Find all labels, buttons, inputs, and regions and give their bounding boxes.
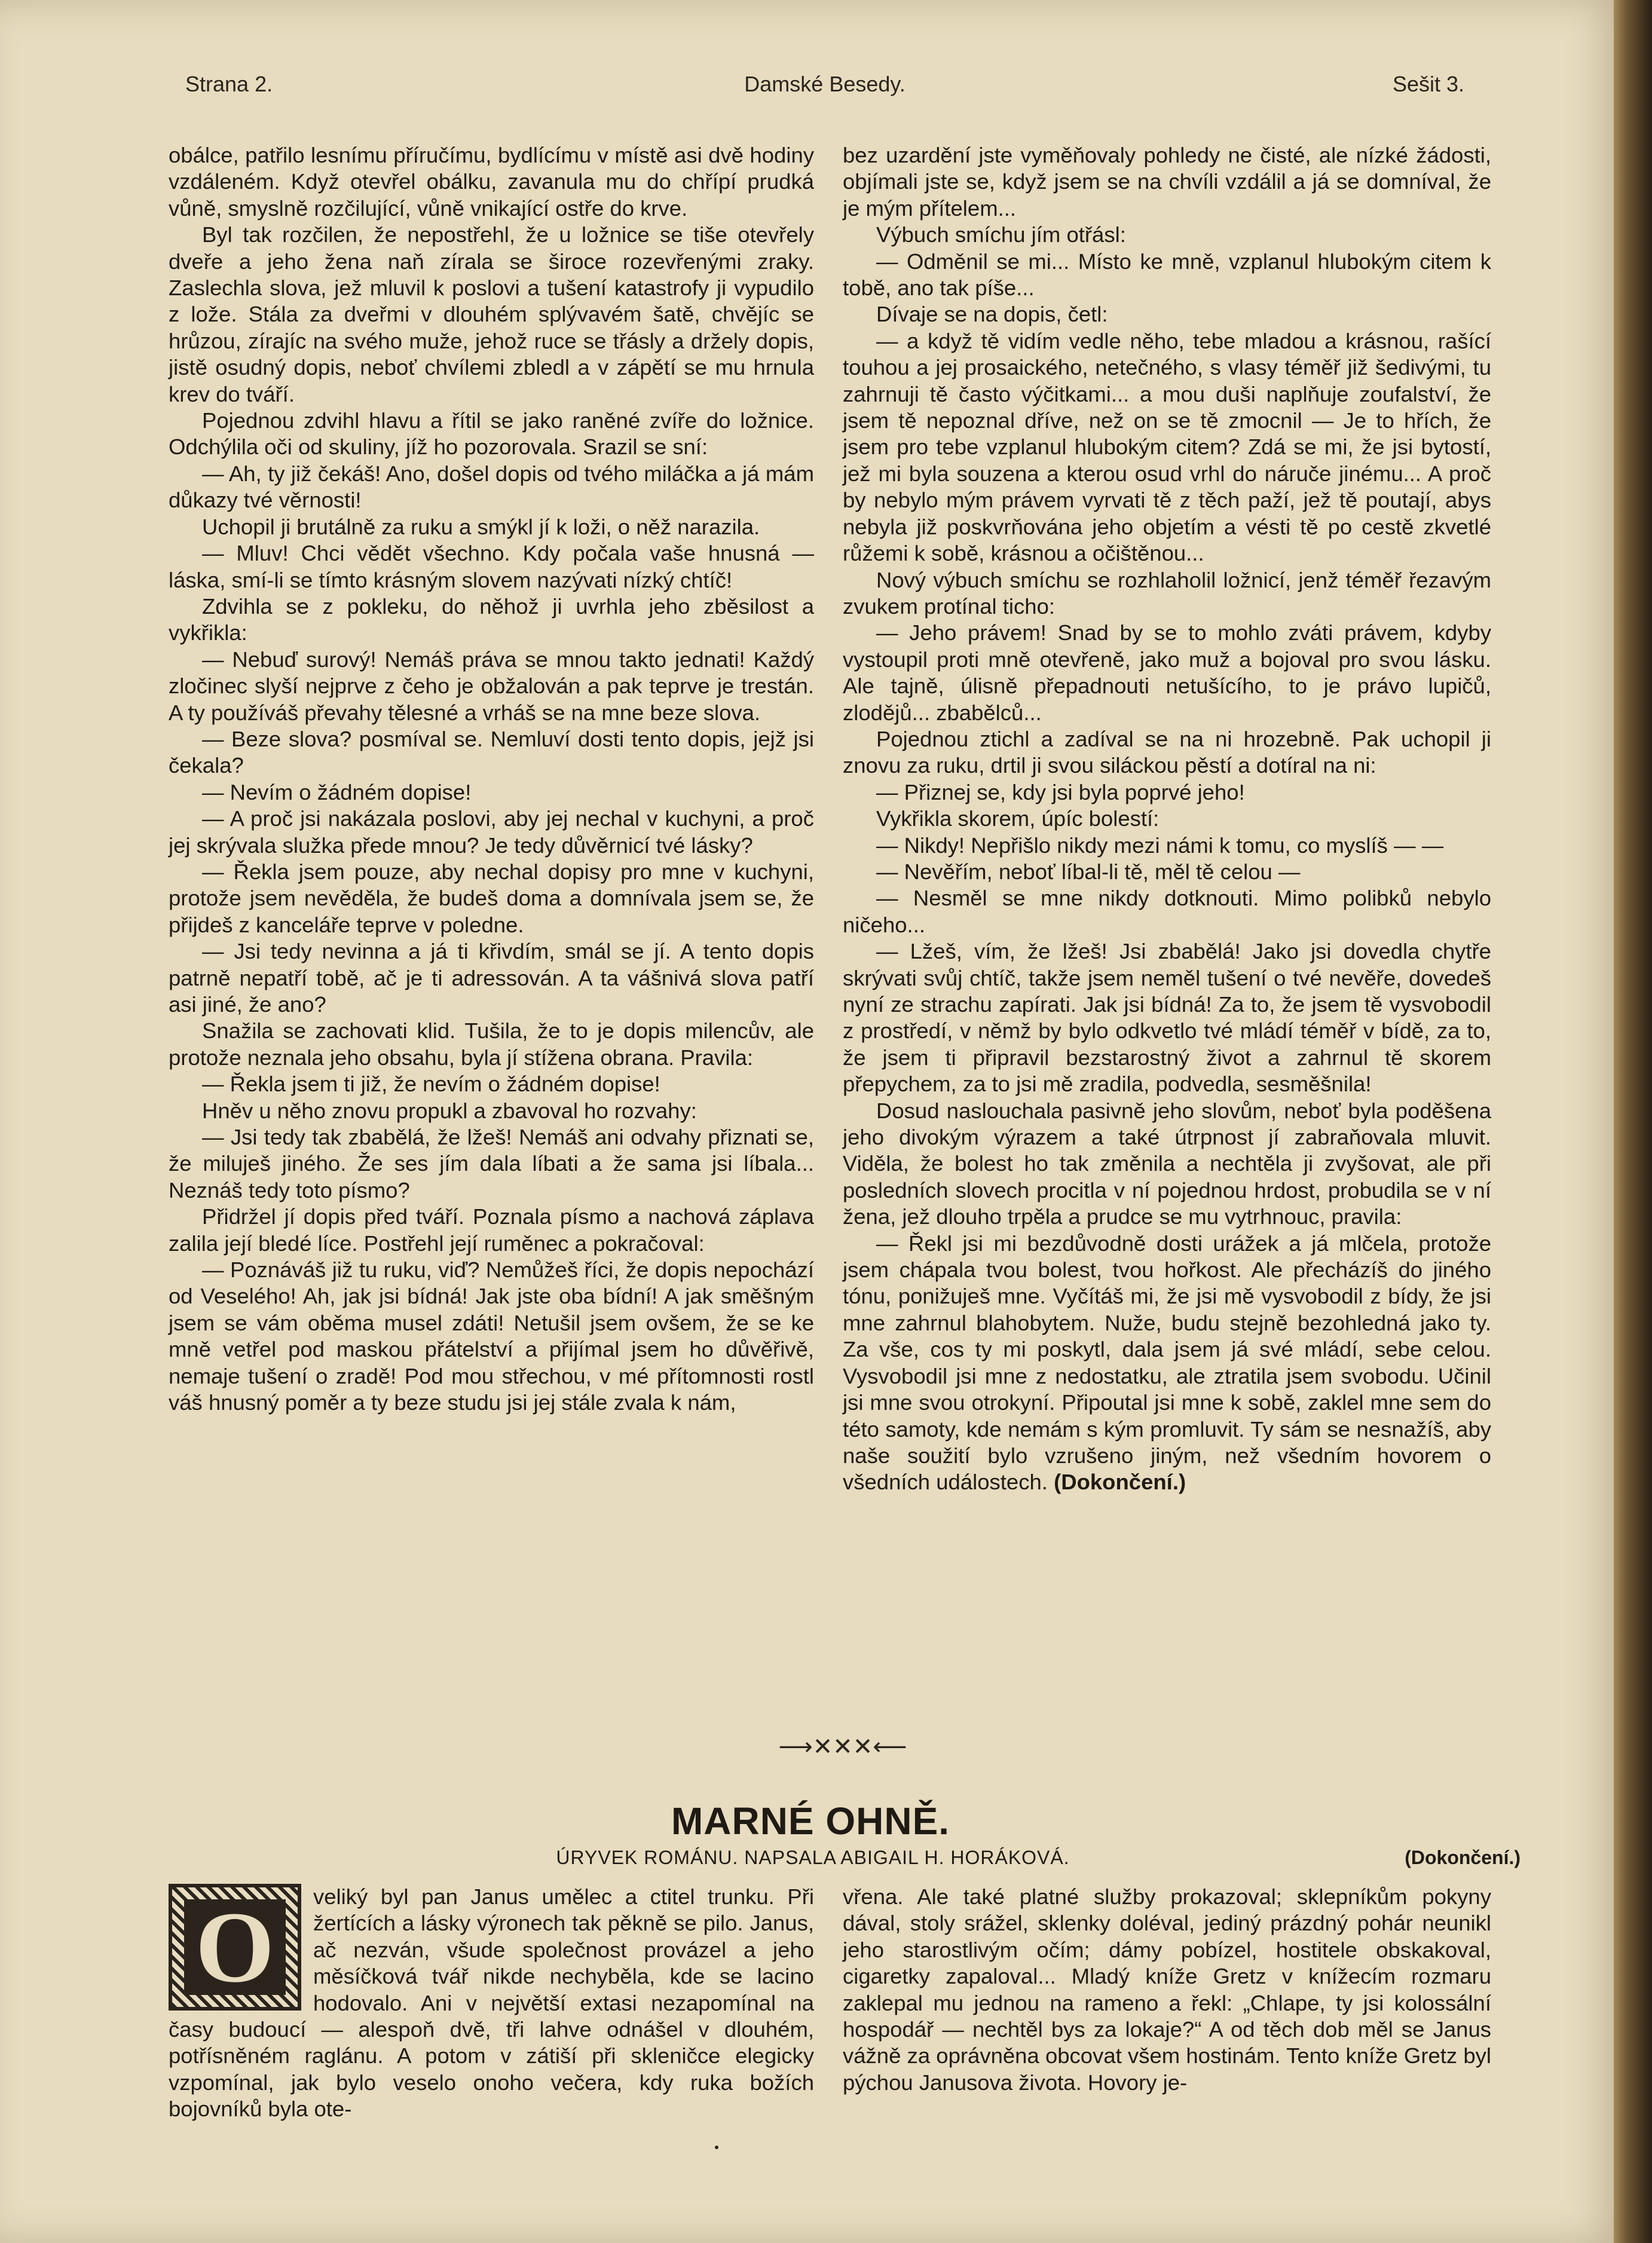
paragraph: Přidržel jí dopis před tváří. Poznala písmo a nachová záplava zalila její bledé líce. Postřehl její ruměnec a pokračoval: [169, 1204, 814, 1256]
paragraph: — Poznáváš již tu ruku, viď? Nemůžeš říci, že dopis nepochází od Veselého! Ah, jak jsi bídná! Jak jste oba bídní! A jak směšným jsem se vám oběma musel zdáti! Netušil jsem ovšem, že se ke mně vetřel pod maskou přátelství a přijímal jsem ho důvěřivě, nemaje tušení o zradě! Pod mou střechou, v mé přítomnosti rostl váš hnusný poměr a ty beze studu jsi jej stále zvala k nám, [169, 1257, 814, 1415]
story-byline: ÚRYVEK ROMÁNU. NAPSALA ABIGAIL H. HORÁKOVÁ. [556, 1847, 1070, 1868]
header-issue-number: Sešit 3. [1392, 72, 1464, 96]
header-page-number: Strana 2. [185, 72, 273, 96]
story-column-left [169, 142, 814, 1709]
paragraph: — Řekla jsem pouze, aby nechal dopisy pro mne v kuchyni, protože jsem nevěděla, že budeš doma a domnívala jsem se, že přijdeš z kanceláře teprve v poledne. [169, 859, 814, 937]
paragraph: — A proč jsi nakázala poslovi, aby jej nechal v kuchyni, a proč jej skrývala služka přede mnou? Je tedy důvěrnicí tvé lásky? [169, 806, 814, 858]
paragraph: — a když tě vidím vedle něho, tebe mladou a krásnou, rašící touhou a jej prosaického, netečného, s vlasy téměř již šedivými, tu zahrnuji tě často výčitkami... a mou duši naplňuje zoufalství, že jsem tě nepoznal dříve, než on se tě zmocnil — Je to hřích, že jsem pro tebe vzplanul hlubokým citem? Zdá se mi, že jsi bytostí, jež mi byla souzena a kterou osud vrhl do náruče jinému... A proč by nebylo mým právem vyrvati tě z těch paží, jež tě poutají, abys nebyla již poskvrňována jeho objetím a vésti tě po cestě zkvetlé růžemi k sobě, krásnou a očištěnou... [843, 328, 1491, 566]
running-header [185, 72, 1464, 114]
paragraph: — Jsi tedy nevinna a já ti křivdím, smál se jí. A tento dopis patrně nepatří tobě, ač je ti adressován. A ta vášnivá slova patří asi jiné, že ano? [169, 939, 814, 1017]
ink-speck [715, 2146, 718, 2149]
paragraph: Dívaje se na dopis, četl: [876, 302, 1108, 327]
paragraph [843, 1231, 1491, 1496]
paragraph: Pojednou ztichl a zadíval se na ni hrozebně. Pak uchopil ji znovu za ruku, drtil ji svou siláckou pěstí a dotíral na ni: [843, 726, 1491, 778]
paragraph: Pojednou zdvihl hlavu a řítil se jako raněné zvíře do ložnice. Odchýlila oči od skuliny, jíž ho pozorovala. Srazil se sní: [169, 408, 814, 460]
paragraph: — Beze slova? posmíval se. Nemluví dosti tento dopis, jejž jsi čekala? [169, 726, 814, 778]
paragraph: — Nevím o žádném dopise! [202, 779, 472, 804]
paragraph: — Řekla jsem ti již, že nevím o žádném dopise! [202, 1072, 660, 1097]
paragraph: Dosud naslouchala pasivně jeho slovům, neboť byla poděšena jeho divokým výrazem a také útrpnost jí zabraňovala mluvit. Viděla, že bolest ho tak změnila a nechtěla ji zvyšovat, ale při posledních slovech procitla v ní pojednou hrdost, probudila se v ní žena, jež dlouho trpěla a prudce se mu vytrhnouc, pravila: [843, 1098, 1491, 1229]
story-title: MARNÉ OHNĚ. [671, 1800, 950, 1843]
paragraph: — Nikdy! Nepřišlo nikdy mezi námi k tomu, co myslíš — — [876, 833, 1444, 858]
paragraph: — Mluv! Chci vědět všechno. Kdy počala vaše hnusná — láska, smí-li se tímto krásným slovem nazývati nízký chtíč! [169, 541, 814, 592]
story2-column-right [843, 1884, 1491, 2135]
continued-label: (Dokončení.) [1405, 1847, 1521, 1868]
paragraph: — Odměnil se mi... Místo ke mně, vzplanul hlubokým citem k tobě, ano tak píše... [843, 249, 1491, 301]
paragraph: — Jeho právem! Snad by se to mohlo zváti právem, kdyby vystoupil proti mně otevřeně, jako muž a bojoval pro svou lásku. Ale tajně, úlisně přepadnouti netušícího, to je právo lupičů, zlodějů... zbabělců... [843, 620, 1491, 725]
paragraph: obálce, patřilo lesnímu příručímu, bydlícímu v místě asi dvě hodiny vzdáleném. Když otevřel obálku, zavanula mu do chřípí prudká vůně, smyslně rozčilující, vůně vnikající ostře do krve. [169, 143, 814, 221]
paragraph: — Nevěřím, neboť líbal-li tě, měl tě celou — [876, 859, 1301, 884]
paragraph: bez uzardění jste vyměňovaly pohledy ne čisté, ale nízké žádosti, objímali jste se, když jsem se na chvíli vzdálil a já se domníval, že je mým přítelem... [843, 143, 1491, 221]
paragraph: — Ah, ty již čekáš! Ano, došel dopis od tvého miláčka a já mám důkazy tvé věrnosti! [169, 461, 814, 513]
book-spine [1614, 0, 1652, 2243]
drop-cap-ornament [169, 1884, 301, 2011]
paragraph: Výbuch smíchu jím otřásl: [876, 222, 1126, 247]
paragraph: Zdvihla se z pokleku, do něhož ji uvrhla jeho zběsilost a vykřikla: [169, 593, 814, 645]
paragraph: vřena. Ale také platné služby prokazoval; sklepníkům pokyny dával, stoly srážel, sklenky doléval, jediný prázdný pohár neunikl jeho starostlivým očím; dámy pobízel, hostitele obskakoval, cigaretky zapaloval... Mladý kníže Gretz v knížecím rozmaru zaklepal mu jednou na rameno a řekl: „Chlape, ty jsi kolossální hospodář — nechtěl bys za lokaje?“ A od těch dob měl se Janus vážně za oprávněna obcovat všem hostinám. Tento kníže Gretz byl pýchou Janusova života. Hovory je- [843, 1884, 1491, 2095]
end-mark: (Dokončení.) [1054, 1470, 1186, 1495]
paragraph: Hněv u něho znovu propukl a zbavoval ho rozvahy: [202, 1098, 697, 1123]
paragraph: — Jsi tedy tak zbabělá, že lžeš! Nemáš ani odvahy přiznati se, že miluješ jiného. Že ses jím dala líbati a že sama jsi líbala... Neznáš tedy toto písmo? [169, 1125, 814, 1202]
header-magazine-title: Damské Besedy. [744, 72, 905, 96]
drop-cap-letter: O [184, 1899, 286, 1995]
paragraph-text: — Řekl jsi mi bezdůvodně dosti urážek a já mlčela, protože jsem chápala tvou bolest, tvou hořkost. Ale přecházíš do jiného tónu, ponižuješ mne. Vyčítáš mi, že jsi mě vysvobodil z bídy, že jsi mne zahrnul blahobytem. Nuže, budu stejně bezohledná jako ty. Za vše, cos ty mi poskytl, dala jsem já své mládí, sebe celou. Vysvobodil jsi mne z nedostatku, ale ztratila jsem svobodu. Učinil jsi mne svou otrokyní. Připoutal jsi mne k sobě, zaklel mne sem do této samoty, kde nemám s kým promluvit. Ty sám se nesnažíš, aby naše soužití bylo vzrušeno jiným, než všedním hovorem o všedních událostech. [843, 1231, 1491, 1495]
story-column-right [843, 142, 1491, 1709]
paragraph: Snažila se zachovati klid. Tušila, že to je dopis milencův, ale protože neznala jeho obsahu, byla jí stížena obrana. Pravila: [169, 1018, 814, 1070]
paragraph: — Nebuď surový! Nemáš práva se mnou takto jednati! Každý zločinec slyší nejprve z čeho je obžalován a pak teprve je trestán. A ty používáš převahy tělesné a vrháš se na mne beze slova. [169, 647, 814, 725]
paragraph: Vykřikla skorem, úpíc bolestí: [876, 806, 1160, 831]
paragraph: — Přiznej se, kdy jsi byla poprvé jeho! [876, 779, 1245, 804]
paragraph: — Lžeš, vím, že lžeš! Jsi zbabělá! Jako jsi dovedla chytře skrývati svůj chtíč, takže jsem neměl tušení o tvé nevěře, dovedeš nyní ze strachu zapírati. Jak jsi bídná! Za to, že jsem tě vysvobodil z prostředí, v němž by bylo odkvetlo tvé mládí téměř v bídě, za to, že jsem ti připravil bezstarostný život a zahrnul tě skorem přepychem, za to jsi mě zradila, podvedla, sesměšnila! [843, 939, 1491, 1097]
paragraph: Byl tak rozčilen, že nepostřehl, že u ložnice se tiše otevřely dveře a jeho žena naň zírala se široce rozevřenými zraky. Zaslechla slova, jež mluvil k poslovi a tušení katastrofy ji vypudilo z lože. Stála za dveřmi v dlouhém splývavém šatě, chvějíc se hrůzou, zírajíc na svého muže, jehož ruce se třásly a držely dopis, jistě osudný dopis, neboť chvílemi zbledl a v zápětí se mu hrnula krev do tváří. [169, 222, 814, 406]
paragraph: Uchopil ji brutálně za ruku a smýkl jí k loži, o něž narazila. [202, 514, 760, 539]
section-divider-ornament: ⟶✕✕✕⟵ [778, 1733, 907, 1761]
paragraph: Nový výbuch smíchu se rozhlaholil ložnicí, jenž téměř řezavým zvukem protínal ticho: [843, 567, 1491, 619]
paragraph: veliký byl pan Janus umělec a ctitel trunku. Při žertících a lásky výronech tak pěkně se pilo. Janus, ač nezván, všude společnost provázel a jeho měsíčková tvář nikde nechyběla, kde se lacino hodovalo. Ani v největší extasi nezapomínal na časy budoucí — alespoň dvě, tři lahve odnášel v dlouhém, potřísněném raglánu. A potom v zátiší při skleničce elegicky vzpomínal, jak bylo veselo onoho večera, kdy ruka božích bojovníků byla ote- [169, 1884, 814, 2122]
paragraph: — Nesměl se mne nikdy dotknouti. Mimo polibků nebylo ničeho... [843, 886, 1491, 937]
